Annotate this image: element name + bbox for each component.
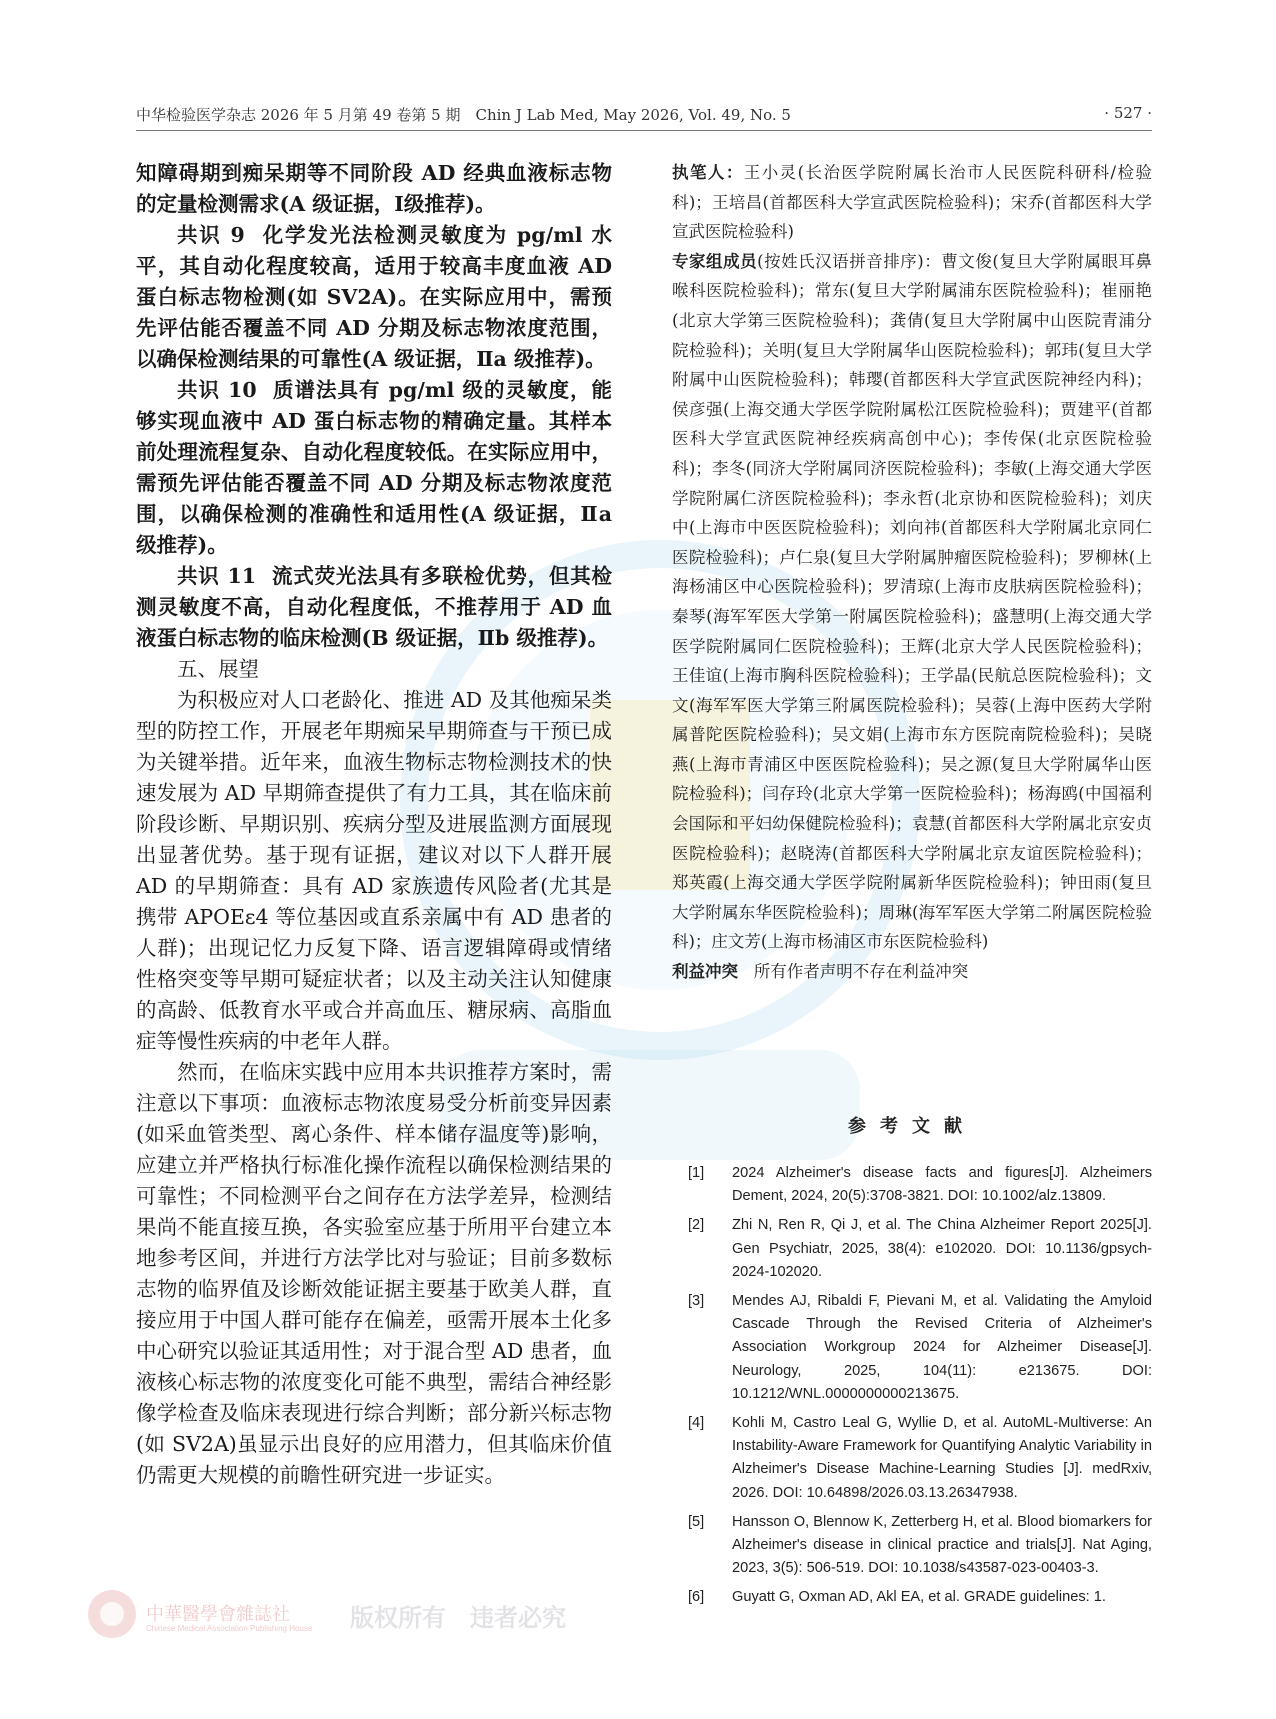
conflict-block [672,957,1152,987]
authors-block [672,158,1152,247]
reference-text: Mendes AJ, Ribaldi F, Pievani M, et al. Validating the Amyloid Cascade Through the Revised Criteria of Alzheimer's Association Workgroup 2024 for Alzheimer Disease[J]. Neurology, 2025, 104(11): e213675. DOI: 10.1212/WNL.0000000000213675. [732,1293,1152,1402]
reference-number: [2] [688,1217,705,1234]
reference-number: [4] [688,1415,705,1432]
experts-label: 专家组成员 [672,251,758,271]
reference-item [672,1412,1152,1505]
experts-block [672,247,1152,957]
consensus-10-text: 质谱法具有 pg/ml 级的灵敏度，能够实现血液中 AD 蛋白标志物的精确定量。其样本前处理流程复杂、自动化程度较低。在实际应用中，需预先评估能否覆盖不同 AD 分期及标志物浓度范围，以确保检测的准确性和适用性(A 级证据，Ⅱa 级推荐)。 [136,378,612,557]
conflict-label: 利益冲突 [672,962,738,982]
experts-text: (按姓氏汉语拼音排序)：曹文俊(复旦大学附属眼耳鼻喉科医院检验科)；常东(复旦大学附属浦东医院检验科)；崔丽艳(北京大学第三医院检验科)；龚倩(复旦大学附属中山医院青浦分院检验科)；关明(复旦大学附属华山医院检验科)；郭玮(复旦大学附属中山医院检验科)；韩璎(首都医科大学宣武医院神经内科)；侯彦强(上海交通大学医学院附属松江医院检验科)；贾建平(首都医科大学宣武医院神经疾病高创中心)；李传保(北京医院检验科)；李冬(同济大学附属同济医院检验科)；李敏(上海交通大学医学院附属仁济医院检验科)；李永哲(北京协和医院检验科)；刘庆中(上海市中医医院检验科)；刘向祎(首都医科大学附属北京同仁医院检验科)；卢仁泉(复旦大学附属肿瘤医院检验科)；罗柳林(上海杨浦区中心医院检验科)；罗清琼(上海市皮肤病医院检验科)；秦琴(海军军医大学第一附属医院检验科)；盛慧明(上海交通大学医学院附属同仁医院检验科)；王辉(北京大学人民医院检验科)；王佳谊(上海市胸科医院检验科)；王学晶(民航总医院检验科)；文文(海军军医大学第三附属医院检验科)；吴蓉(上海中医药大学附属普陀医院检验科)；吴文娟(上海市东方医院南院检验科)；吴晓燕(上海市青浦区中医医院检验科)；吴之源(复旦大学附属华山医院检验科)；闫存玲(北京大学第一医院检验科)；杨海鸥(中国福利会国际和平妇幼保健院检验科)；袁慧(首都医科大学附属北京安贞医院检验科)；赵晓涛(首都医科大学附属北京友谊医院检验科)；郑英霞(上海交通大学医学院附属新华医院检验科)；钟田雨(复旦大学附属东华医院检验科)；周琳(海军军医大学第二附属医院检验科)；庄文芳(上海市杨浦区市东医院检验科) [672,251,1153,952]
consensus-11 [136,561,612,654]
reference-text: Hansson O, Blennow K, Zetterberg H, et al. Blood biomarkers for Alzheimer's disease in clinical practice and trials[J]. Nat Aging, 2023, 3(5): 506-519. DOI: 10.1038/s43587-023-00403-3. [732,1513,1152,1577]
reference-item [672,1162,1152,1208]
left-column [136,158,612,1491]
consensus-11-label: 共识 11 [177,564,257,588]
publisher-name-en: Chinese Medical Association Publishing House [146,1624,313,1633]
outlook-paragraph-2: 然而，在临床实践中应用本共识推荐方案时，需注意以下事项：血液标志物浓度易受分析前变异因素(如采血管类型、离心条件、样本储存温度等)影响，应建立并严格执行标准化操作流程以确保检测结果的可靠性；不同检测平台之间存在方法学差异，检测结果尚不能直接互换，各实验室应基于所用平台建立本地参考区间，并进行方法学比对与验证；目前多数标志物的临界值及诊断效能证据主要基于欧美人群，直接应用于中国人群可能存在偏差，亟需开展本土化多中心研究以验证其适用性；对于混合型 AD 患者，血液核心标志物的浓度变化可能不典型，需结合神经影像学检查及临床表现进行综合判断；部分新兴标志物(如 SV2A)虽显示出良好的应用潜力，但其临床价值仍需更大规模的前瞻性研究进一步证实。 [136,1060,612,1487]
reference-item [672,1290,1152,1406]
right-column [672,158,1152,987]
reference-item [672,1511,1152,1581]
header-divider [136,130,1152,131]
page-number: · 527 · [1104,104,1152,122]
journal-citation: 中华检验医学杂志 2026 年 5 月第 49 卷第 5 期 Chin J Lab Med, May 2026, Vol. 49, No. 5 [136,106,791,124]
publisher-name: 中華醫學會雜誌社 [146,1604,290,1625]
authors-text: 王小灵(长治医学院附属长治市人民医院科研科/检验科)；王培昌(首都医科大学宣武医院检验科)；宋乔(首都医科大学宣武医院检验科) [672,163,1152,242]
reference-number: [6] [688,1589,705,1606]
consensus-9 [136,220,612,375]
conflict-text: 所有作者声明不存在利益冲突 [753,962,969,982]
reference-text: Zhi N, Ren R, Qi J, et al. The China Alzheimer Report 2025[J]. Gen Psychiatr, 2025, 38(4): e102020. DOI: 10.1136/gpsych-2024-102020. [732,1217,1152,1280]
consensus-10-label: 共识 10 [177,378,257,402]
consensus-10 [136,375,612,561]
reference-number: [1] [688,1165,705,1181]
running-header [136,104,1152,130]
reference-text: Guyatt G, Oxman AD, Akl EA, et al. GRADE guidelines: 1. [732,1589,1106,1606]
consensus-11-text: 流式荧光法具有多联检优势，但其检测灵敏度不高，自动化程度低，不推荐用于 AD 血液蛋白标志物的临床检测(B 级证据，Ⅱb 级推荐)。 [136,564,613,650]
reference-number: [3] [688,1293,705,1310]
authors-label: 执笔人： [672,163,744,182]
reference-text: 2024 Alzheimer's disease facts and figures[J]. Alzheimers Dement, 2024, 20(5):3708-3821. DOI: 10.1002/alz.13809. [732,1165,1152,1205]
paragraph-continued: 知障碍期到痴呆期等不同阶段 AD 经典血液标志物的定量检测需求(A 级证据，Ⅰ级推荐)。 [136,161,612,216]
section-heading-outlook: 五、展望 [177,657,259,681]
copyright-notice: 版权所有 违者必究 [350,1604,566,1632]
consensus-9-label: 共识 9 [177,223,245,247]
reference-number: [5] [688,1513,705,1530]
references-title: 参考文献 [848,1116,976,1137]
reference-item [672,1214,1152,1284]
references-list [672,1162,1152,1616]
reference-item [672,1586,1152,1609]
publisher-logo [88,1590,136,1638]
reference-text: Kohli M, Castro Leal G, Wyllie D, et al. AutoML-Multiverse: An Instability-Aware Framework for Quantifying Analytic Variability in Alzheimer's Disease Machine-Learning Studies [J]. medRxiv, 2026. DOI: 10.64898/2026.03.13.26347938. [732,1415,1152,1501]
consensus-9-text: 化学发光法检测灵敏度为 pg/ml 水平，其自动化程度较高，适用于较高丰度血液 AD 蛋白标志物检测(如 SV2A)。在实际应用中，需预先评估能否覆盖不同 AD 分期及标志物浓度范围，以确保检测结果的可靠性(A 级证据，Ⅱa 级推荐)。 [136,223,612,371]
outlook-paragraph-1: 为积极应对人口老龄化、推进 AD 及其他痴呆类型的防控工作，开展老年期痴呆早期筛查与干预已成为关键举措。近年来，血液生物标志物检测技术的快速发展为 AD 早期筛查提供了有力工具，其在临床前阶段诊断、早期识别、疾病分型及进展监测方面展现出显著优势。基于现有证据，建议对以下人群开展 AD 的早期筛查：具有 AD 家族遗传风险者(尤其是携带 APOEε4 等位基因或直系亲属中有 AD 患者的人群)；出现记忆力反复下降、语言逻辑障碍或情绪性格突变等早期可疑症状者；以及主动关注认知健康的高龄、低教育水平或合并高血压、糖尿病、高脂血症等慢性疾病的中老年人群。 [136,688,612,1053]
